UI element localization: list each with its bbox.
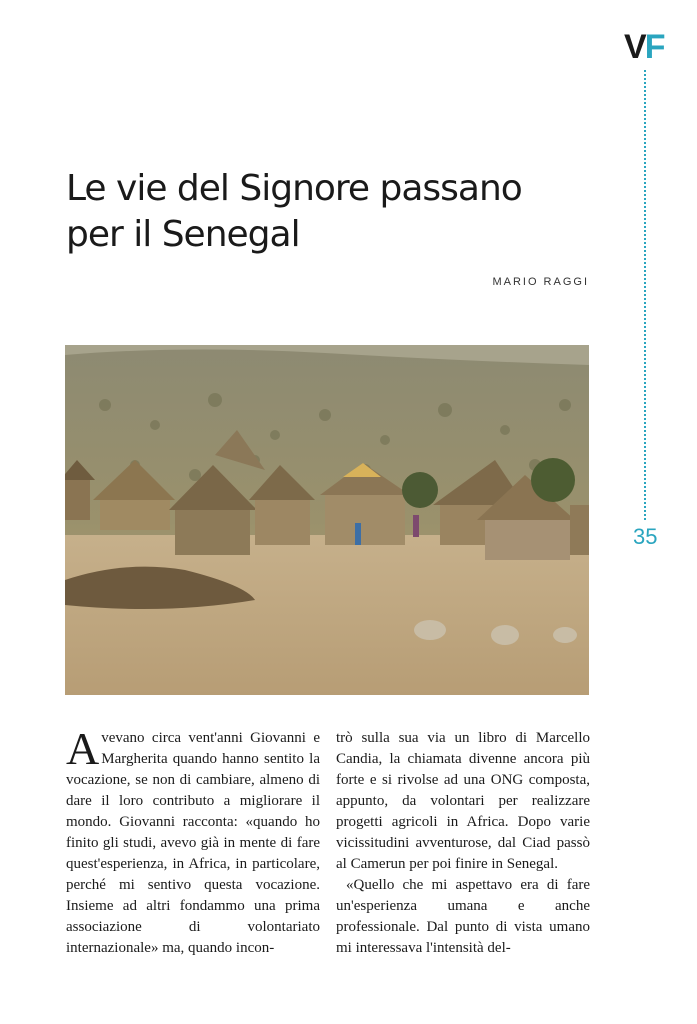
article-column-right — [336, 728, 590, 959]
african-village-photo — [65, 345, 589, 695]
article-paragraph: «Quello che mi aspettavo era di fare un'esperienza umana e anche professionale. Dal punto di vista umano mi interessava l'intensità del- — [336, 877, 590, 956]
article-paragraph-text: vevano circa vent'anni Giovanni e Margherita quando hanno sentito la vocazione, se non di cambiare, almeno di dare il loro contributo a migliorare il mondo. Giovanni racconta: «quando ho finito gli studi, avevo già in mente di fare quest'esperienza, in Africa, in particolare, perché mi sentivo questa vocazione. Insieme ad altri fondammo una prima associazione di volontariato internazionale» ma, quando incon- — [66, 730, 320, 956]
article-column-left — [66, 723, 320, 959]
page-number: 35 — [633, 524, 658, 549]
drop-cap: A — [66, 723, 100, 774]
article-paragraph — [66, 723, 320, 959]
dotted-divider — [644, 70, 646, 520]
article-title: Le vie del Signore passano per il Senegal — [66, 168, 522, 255]
logo-letter-f: F — [644, 28, 664, 66]
article-author: MARIO RAGGI — [492, 276, 589, 288]
article-paragraph: trò sulla sua via un libro di Marcello Candia, la chiamata divenne ancora più forte e si rivolse ad una ONG composta, appunto, da volontari per realizzare progetti agricoli in Africa. Dopo varie vicissitudini avventurose, dal Ciad passò al Camerun per poi finire in Senegal. — [336, 730, 590, 872]
logo-letter-v: V — [624, 28, 645, 66]
magazine-logo — [624, 30, 663, 64]
